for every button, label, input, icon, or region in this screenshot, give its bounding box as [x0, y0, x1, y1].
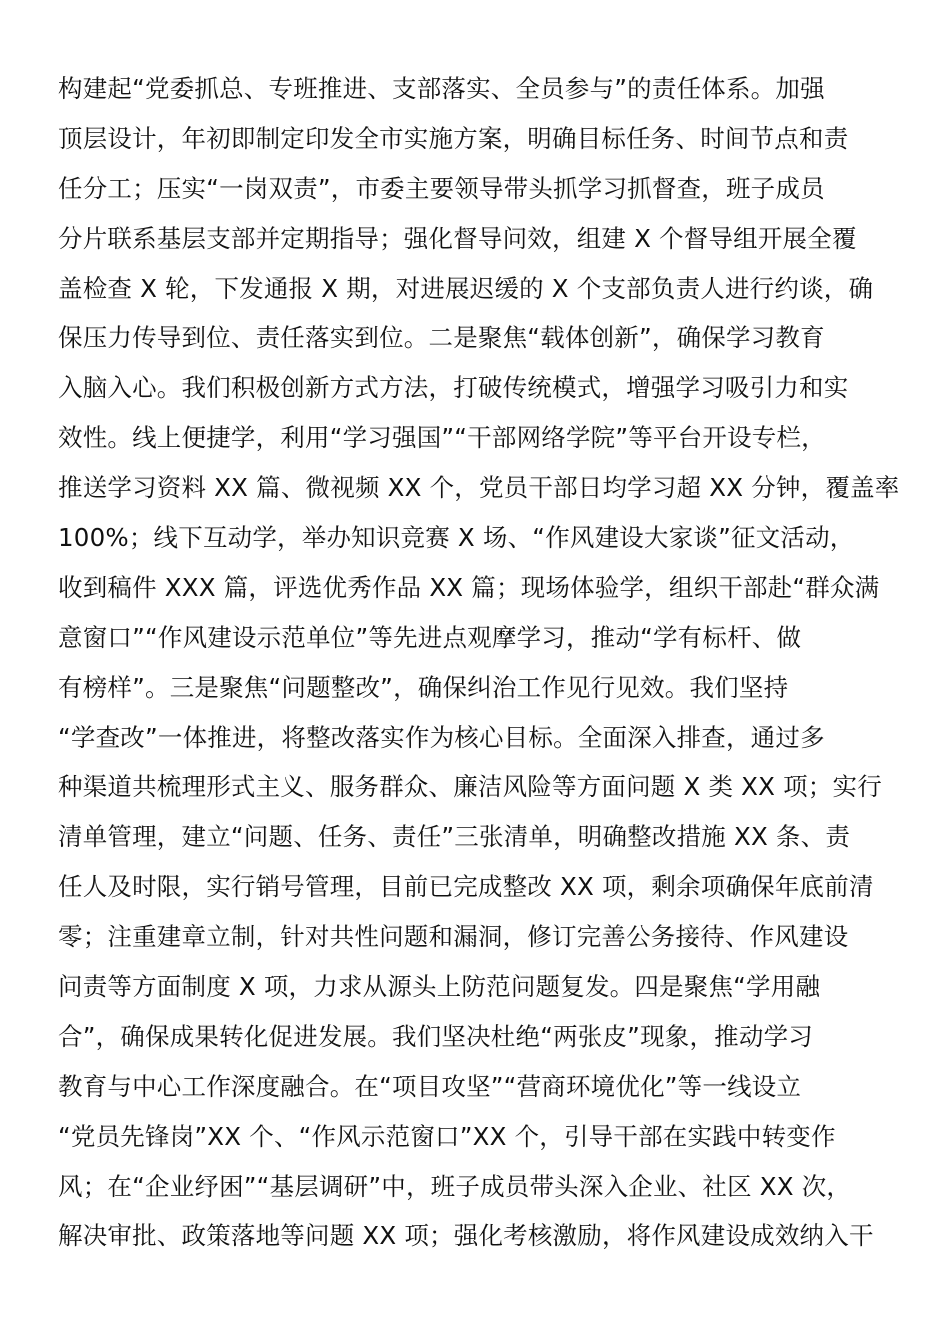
- text-line: 有榜样”。三是聚焦“问题整改”，确保纠治工作见行见效。我们坚持: [58, 672, 789, 702]
- text-line: 推送学习资料 XX 篇、微视频 XX 个，党员干部日均学习超 XX 分钟，覆盖率: [58, 473, 900, 503]
- text-line: 解决审批、政策落地等问题 XX 项；强化考核激励，将作风建设成效纳入干: [58, 1221, 874, 1251]
- document-body: [58, 64, 898, 1261]
- text-line: 分片联系基层支部并定期指导；强化督导问效，组建 X 个督导组开展全覆: [58, 223, 857, 253]
- text-line: 风；在“企业纾困”“基层调研”中，班子成员带头深入企业、社区 XX 次，: [58, 1171, 852, 1201]
- text-line: 盖检查 X 轮，下发通报 X 期，对进展迟缓的 X 个支部负责人进行约谈，确: [58, 273, 874, 303]
- text-line: 种渠道共梳理形式主义、服务群众、廉洁风险等方面问题 X 类 XX 项；实行: [58, 772, 882, 802]
- text-line: 任分工；压实“一岗双责”，市委主要领导带头抓学习抓督查，班子成员: [58, 173, 825, 203]
- text-line: 教育与中心工作深度融合。在“项目攻坚”“营商环境优化”等一线设立: [58, 1071, 802, 1101]
- text-line: 100%；线下互动学，举办知识竞赛 X 场、“作风建设大家谈”征文活动，: [58, 523, 855, 553]
- text-line: 零；注重建章立制，针对共性问题和漏洞，修订完善公务接待、作风建设: [58, 922, 849, 952]
- text-line: 任人及时限，实行销号管理，目前已完成整改 XX 项，剩余项确保年底前清: [58, 872, 874, 902]
- text-line: 合”，确保成果转化促进发展。我们坚决杜绝“两张皮”现象，推动学习: [58, 1021, 813, 1051]
- text-line: 收到稿件 XXX 篇，评选优秀作品 XX 篇；现场体验学，组织干部赴“群众满: [58, 572, 880, 602]
- text-line: 构建起“党委抓总、专班推进、支部落实、全员参与”的责任体系。加强: [58, 74, 825, 103]
- text-line: 顶层设计，年初即制定印发全市实施方案，明确目标任务、时间节点和责: [58, 123, 849, 153]
- text-line: 问责等方面制度 X 项，力求从源头上防范问题复发。四是聚焦“学用融: [58, 972, 821, 1002]
- text-line: 入脑入心。我们积极创新方式方法，打破传统模式，增强学习吸引力和实: [58, 373, 849, 403]
- text-line: 意窗口”“作风建设示范单位”等先进点观摩学习，推动“学有标杆、做: [58, 622, 802, 652]
- text-line: “学查改”一体推进，将整改落实作为核心目标。全面深入排查，通过多: [58, 722, 825, 752]
- text-line: 保压力传导到位、责任落实到位。二是聚焦“载体创新”，确保学习教育: [58, 323, 825, 353]
- text-line: “党员先锋岗”XX 个、“作风示范窗口”XX 个，引导干部在实践中转变作: [58, 1121, 836, 1151]
- text-line: 效性。线上便捷学，利用“学习强国”“干部网络学院”等平台开设专栏，: [58, 423, 826, 453]
- text-line: 清单管理，建立“问题、任务、责任”三张清单，明确整改措施 XX 条、责: [58, 822, 851, 852]
